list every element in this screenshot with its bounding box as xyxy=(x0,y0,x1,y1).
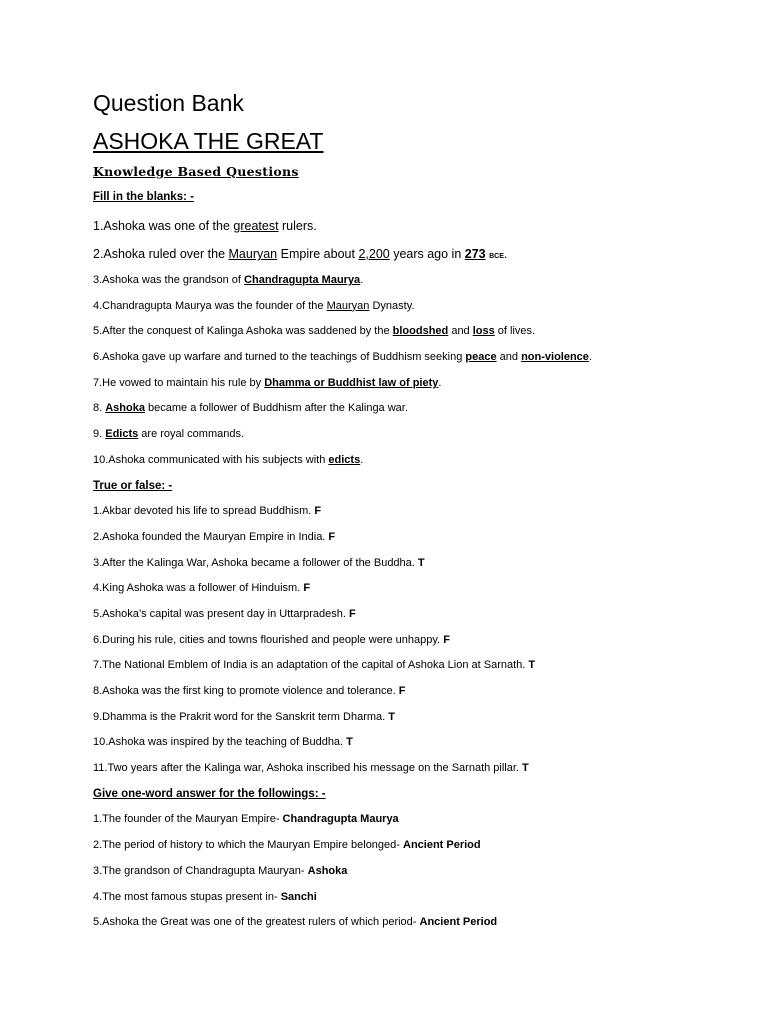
tf-item: 9.Dhamma is the Prakrit word for the Sanskrit term Dharma. T xyxy=(93,710,395,723)
tf-item: 7.The National Emblem of India is an adaptation of the capital of Ashoka Lion at Sarnath. T xyxy=(93,659,536,672)
ow-item: 4.The most famous stupas present in- Sanchi xyxy=(93,890,317,903)
ow-item: 2.The period of history to which the Mauryan Empire belonged- Ancient Period xyxy=(93,839,481,852)
document-page xyxy=(93,86,733,936)
fill-q8: 8. Ashoka became a follower of Buddhism after the Kalinga war. xyxy=(93,402,408,415)
knowledge-heading: Knowledge Based Questions xyxy=(93,164,299,179)
ow-item: 1.The founder of the Mauryan Empire- Chandragupta Maurya xyxy=(93,813,399,826)
true-false-heading: True or false: - xyxy=(93,479,173,492)
tf-item: 5.Ashoka’s capital was present day in Uttarpradesh. F xyxy=(93,607,356,620)
tf-item: 11.Two years after the Kalinga war, Ashoka inscribed his message on the Sarnath pillar. T xyxy=(93,762,529,775)
fill-q10: 10.Ashoka communicated with his subjects with edicts. xyxy=(93,453,364,466)
one-word-heading: Give one-word answer for the followings: - xyxy=(93,787,326,800)
fill-q5: 5.After the conquest of Kalinga Ashoka was saddened by the bloodshed and loss of lives. xyxy=(93,325,536,338)
tf-item: 4.King Ashoka was a follower of Hinduism. F xyxy=(93,582,311,595)
fill-q1: 1.Ashoka was one of the greatest rulers. xyxy=(93,219,317,233)
fill-q9: 9. Edicts are royal commands. xyxy=(93,428,245,441)
tf-item: 1.Akbar devoted his life to spread Buddhism. F xyxy=(93,505,322,518)
fill-blanks-heading: Fill in the blanks: - xyxy=(93,191,194,203)
ow-item: 5.Ashoka the Great was one of the greatest rulers of which period- Ancient Period xyxy=(93,916,498,929)
ow-item: 3.The grandson of Chandragupta Mauryan- Ashoka xyxy=(93,864,348,877)
tf-item: 8.Ashoka was the first king to promote violence and tolerance. F xyxy=(93,685,406,697)
tf-item: 10.Ashoka was inspired by the teaching of Buddha. T xyxy=(93,736,353,749)
fill-q4: 4.Chandragupta Maurya was the founder of the Mauryan Dynasty. xyxy=(93,299,415,312)
fill-q7: 7.He vowed to maintain his rule by Dhamma or Buddhist law of piety. xyxy=(93,376,442,389)
fill-q3: 3.Ashoka was the grandson of Chandragupta Maurya. xyxy=(93,274,364,286)
tf-item: 6.During his rule, cities and towns flourished and people were unhappy. F xyxy=(93,633,450,646)
tf-item: 3.After the Kalinga War, Ashoka became a follower of the Buddha. T xyxy=(93,556,425,569)
doc-subtitle: ASHOKA THE GREAT xyxy=(93,128,324,154)
fill-q2: 2.Ashoka ruled over the Mauryan Empire about 2,200 years ago in 273 BCE. xyxy=(93,247,508,261)
fill-q6: 6.Ashoka gave up warfare and turned to the teachings of Buddhism seeking peace and non-violence. xyxy=(93,351,592,364)
doc-title: Question Bank xyxy=(93,90,244,116)
tf-item: 2.Ashoka founded the Mauryan Empire in India. F xyxy=(93,530,336,543)
